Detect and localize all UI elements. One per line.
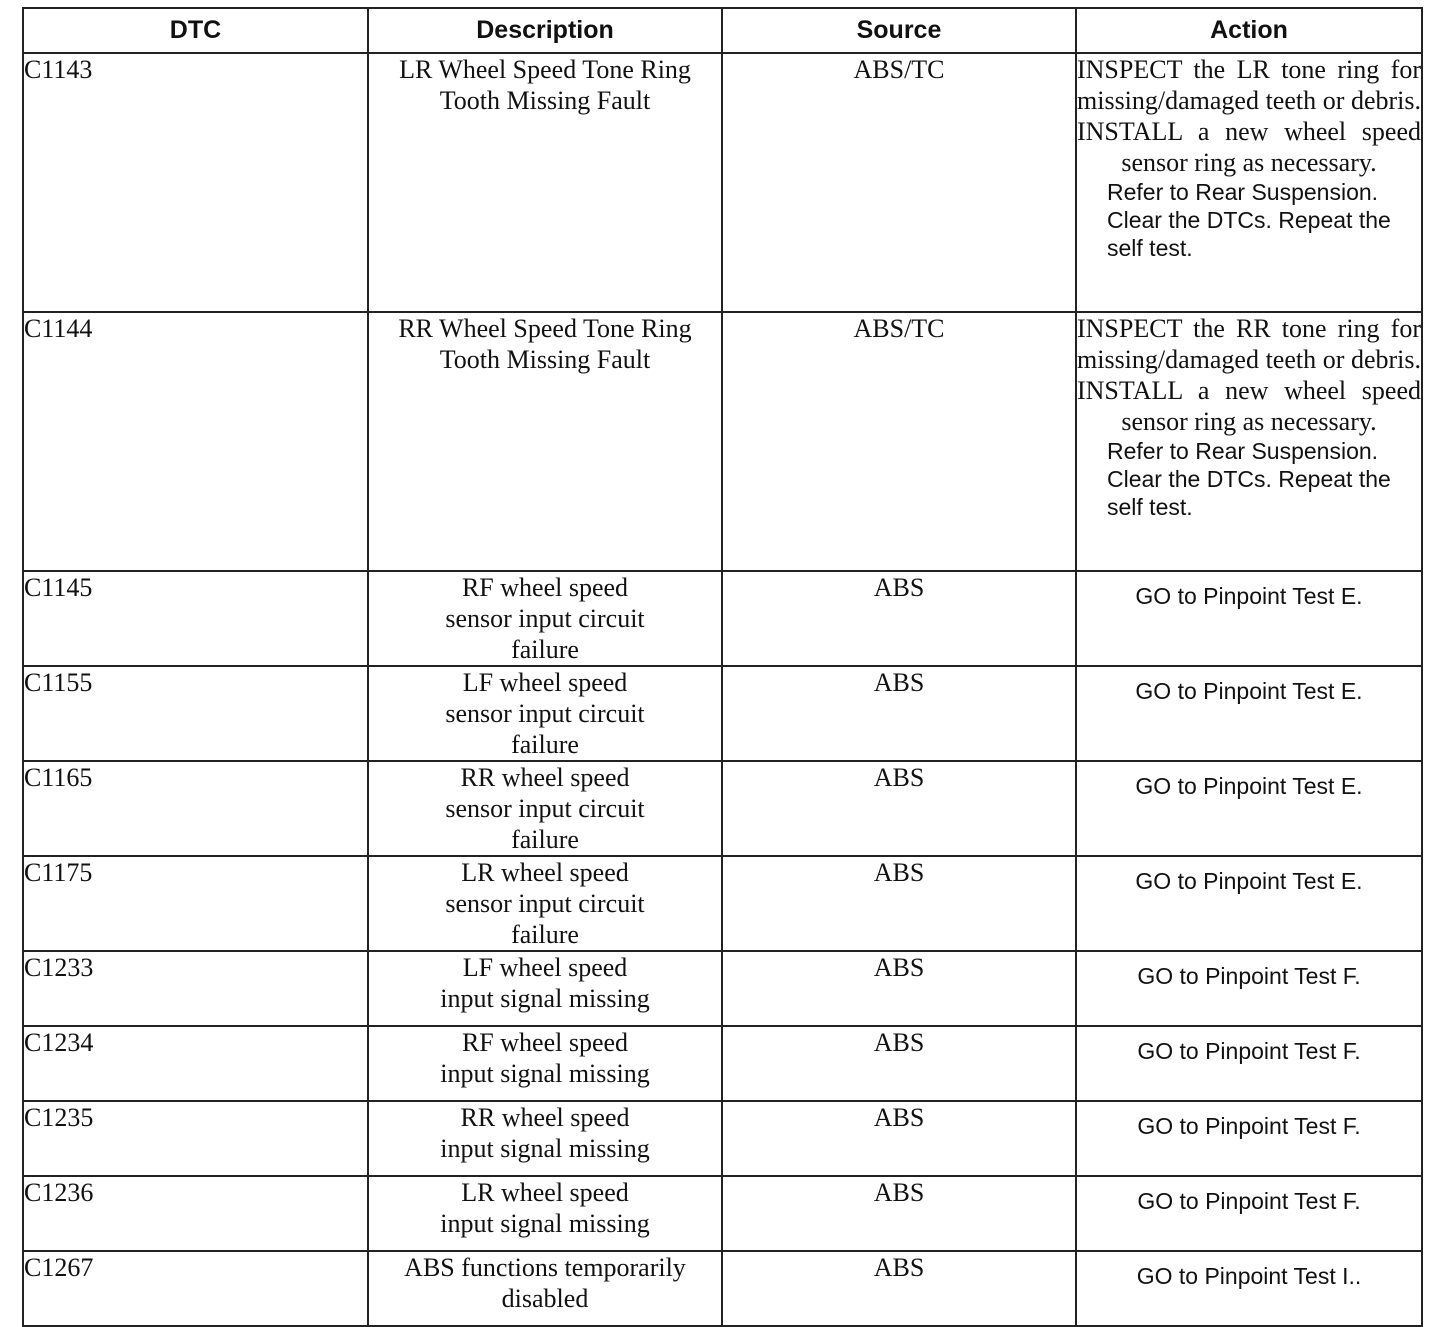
description-text: RR wheel speed input signal missing	[440, 1103, 650, 1163]
action-text: GO to Pinpoint Test F.	[1137, 963, 1361, 989]
dtc-cell	[23, 856, 368, 951]
description-text: ABS functions temporarily disabled	[404, 1253, 686, 1313]
dtc-cell	[23, 1101, 368, 1176]
table-row	[23, 1101, 1422, 1176]
description-cell	[368, 666, 722, 761]
source-text: ABS	[873, 573, 925, 602]
dtc-code: C1235	[24, 1103, 94, 1132]
description-cell	[368, 53, 722, 312]
description-text: RF wheel speed input signal missing	[440, 1028, 650, 1088]
description-text: LR wheel speed input signal missing	[440, 1178, 650, 1238]
table-row	[23, 53, 1422, 312]
source-text: ABS	[873, 1178, 925, 1207]
source-cell	[722, 951, 1076, 1026]
action-text: GO to Pinpoint Test E.	[1135, 583, 1363, 609]
action-cell	[1076, 1026, 1422, 1101]
dtc-code: C1175	[24, 858, 93, 887]
dtc-cell	[23, 1176, 368, 1251]
header-dtc: DTC	[23, 8, 368, 53]
source-text: ABS/TC	[853, 314, 945, 343]
action-text: GO to Pinpoint Test F.	[1137, 1113, 1361, 1139]
action-cell	[1076, 666, 1422, 761]
source-cell	[722, 1026, 1076, 1101]
description-cell	[368, 1176, 722, 1251]
description-text: LF wheel speed sensor input circuit failure	[445, 668, 645, 759]
description-text: RR wheel speed sensor input circuit failure	[445, 763, 645, 854]
description-text: LF wheel speed input signal missing	[440, 953, 650, 1013]
dtc-cell	[23, 951, 368, 1026]
table-row	[23, 761, 1422, 856]
dtc-code: C1236	[24, 1178, 94, 1207]
table-row	[23, 571, 1422, 666]
action-text-refer: Refer to Rear Suspension. Clear the DTCs. Repeat the self test.	[1107, 179, 1391, 261]
dtc-code: C1233	[24, 953, 94, 982]
action-text: GO to Pinpoint Test E.	[1135, 773, 1363, 799]
description-text: LR Wheel Speed Tone Ring Tooth Missing Fault	[399, 55, 691, 115]
table-header-row	[23, 8, 1422, 53]
description-cell	[368, 951, 722, 1026]
table-row	[23, 951, 1422, 1026]
description-text: RR Wheel Speed Tone Ring Tooth Missing Fault	[398, 314, 692, 374]
dtc-cell	[23, 53, 368, 312]
source-cell	[722, 1251, 1076, 1326]
source-cell	[722, 1176, 1076, 1251]
action-text-refer: Refer to Rear Suspension. Clear the DTCs. Repeat the self test.	[1107, 438, 1391, 520]
source-cell	[722, 761, 1076, 856]
source-cell	[722, 312, 1076, 571]
action-text: GO to Pinpoint Test E.	[1135, 868, 1363, 894]
source-cell	[722, 666, 1076, 761]
action-text: GO to Pinpoint Test F.	[1137, 1038, 1361, 1064]
description-cell	[368, 1251, 722, 1326]
header-action: Action	[1076, 8, 1422, 53]
action-cell	[1076, 1176, 1422, 1251]
action-text-inspect: INSPECT the RR tone ring for missing/damaged teeth or debris. INSTALL a new wheel speed sensor ring as necessary.	[1077, 314, 1421, 436]
description-text: RF wheel speed sensor input circuit failure	[445, 573, 645, 664]
dtc-cell	[23, 1026, 368, 1101]
dtc-code: C1144	[24, 314, 93, 343]
dtc-cell	[23, 666, 368, 761]
source-text: ABS/TC	[853, 55, 945, 84]
description-cell	[368, 761, 722, 856]
dtc-code: C1143	[24, 55, 93, 84]
source-text: ABS	[873, 1028, 925, 1057]
dtc-code: C1165	[24, 763, 93, 792]
action-cell	[1076, 53, 1422, 312]
source-text: ABS	[873, 668, 925, 697]
table-row	[23, 856, 1422, 951]
source-text: ABS	[873, 1103, 925, 1132]
source-text: ABS	[873, 763, 925, 792]
header-description: Description	[368, 8, 722, 53]
dtc-code: C1267	[24, 1253, 94, 1282]
description-cell	[368, 856, 722, 951]
description-text: LR wheel speed sensor input circuit failure	[445, 858, 645, 949]
header-source: Source	[722, 8, 1076, 53]
dtc-code: C1234	[24, 1028, 94, 1057]
source-text: ABS	[873, 1253, 925, 1282]
table-row	[23, 666, 1422, 761]
dtc-code: C1145	[24, 573, 93, 602]
table-row	[23, 1176, 1422, 1251]
table-row	[23, 1026, 1422, 1101]
action-cell	[1076, 1251, 1422, 1326]
dtc-table	[22, 7, 1423, 1327]
action-text: GO to Pinpoint Test I..	[1136, 1263, 1362, 1289]
action-cell	[1076, 571, 1422, 666]
action-text: GO to Pinpoint Test E.	[1135, 678, 1363, 704]
source-text: ABS	[873, 858, 925, 887]
action-cell	[1076, 1101, 1422, 1176]
description-cell	[368, 571, 722, 666]
table-row	[23, 312, 1422, 571]
dtc-cell	[23, 312, 368, 571]
action-text-inspect: INSPECT the LR tone ring for missing/damaged teeth or debris. INSTALL a new wheel speed sensor ring as necessary.	[1077, 55, 1421, 177]
description-cell	[368, 1026, 722, 1101]
source-cell	[722, 856, 1076, 951]
action-text: GO to Pinpoint Test F.	[1137, 1188, 1361, 1214]
dtc-cell	[23, 571, 368, 666]
source-cell	[722, 571, 1076, 666]
action-cell	[1076, 856, 1422, 951]
dtc-code: C1155	[24, 668, 93, 697]
description-cell	[368, 312, 722, 571]
source-text: ABS	[873, 953, 925, 982]
description-cell	[368, 1101, 722, 1176]
action-cell	[1076, 951, 1422, 1026]
dtc-cell	[23, 761, 368, 856]
source-cell	[722, 53, 1076, 312]
action-cell	[1076, 312, 1422, 571]
action-cell	[1076, 761, 1422, 856]
table-row	[23, 1251, 1422, 1326]
dtc-cell	[23, 1251, 368, 1326]
source-cell	[722, 1101, 1076, 1176]
